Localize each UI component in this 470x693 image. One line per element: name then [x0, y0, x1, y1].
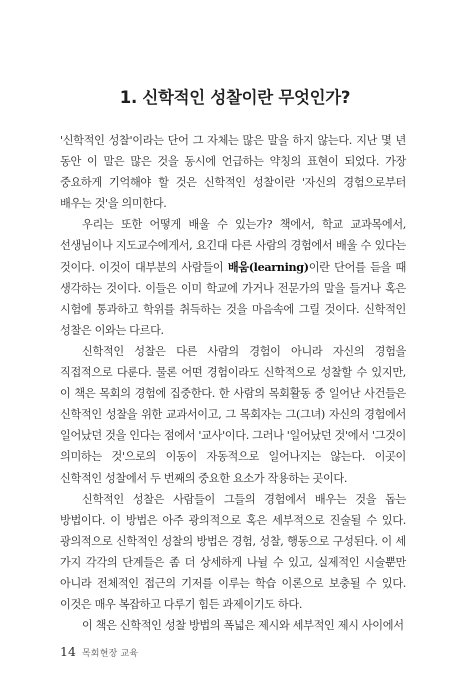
- emphasized-term: 배움(learning): [227, 259, 309, 274]
- body-text: [60, 130, 406, 636]
- paragraph-3: 신학적인 성찰은 다른 사람의 경험이 아니라 자신의 경험을 직접적으로 다룬다. 물론 어떤 경험이라도 신학적으로 성찰할 수 있지만, 이 책은 목회의 경험에 집중한다. 한 사람의 목회활동 중 일어난 사건들은 신학적인 성찰을 위한 교과서이고, 그 목회자는 그(그녀) 자신의 경험에서 일어났던 것을 인다는 점에서 '교사'이다. 그러나 '일어났던 것'에서 '그것이 의미하는 것'으로의 이동이 자동적으로 일어나지는 않는다. 이곳이 신학적인 성찰에서 두 번째의 중요한 요소가 작용하는 곳이다.: [60, 344, 406, 485]
- page-number: 14: [60, 644, 76, 659]
- paragraph-2-before: 우리는 또한 어떻게 배울 수 있는가? 책에서, 학교 교과목에서, 선생님이나 지도교수에게서, 요긴대 다른 사람의 경험에서 배울 수 있다는 것이다. 이것이 대부분의 사람들이: [60, 218, 406, 274]
- chapter-title: 1. 신학적인 성찰이란 무엇인가?: [119, 88, 351, 107]
- paragraph-2: [60, 214, 406, 341]
- paragraph-1: '신학적인 성찰'이라는 단어 그 자체는 많은 말을 하지 않는다. 지난 몇 년 동안 이 말은 많은 것을 동시에 언급하는 약칭의 표현이 되었다. 가장 중요하게 기억해야 할 것은 신학적인 성찰이란 '자신의 경험으로부터 배우는 것'을 의미한다.: [60, 134, 406, 211]
- page-footer: [60, 644, 138, 659]
- book-title: 목회현장 교육: [81, 649, 139, 659]
- paragraph-5: 이 책은 신학적인 성찰 방법의 폭넓은 제시와 세부적인 제시 사이에서: [82, 619, 404, 633]
- paragraph-2-after: 이란 단어를 듣을 때 생각하는 것이다. 이들은 이미 학교에 가거나 전문가의 말을 들거나 혹은 시험에 통과하고 학위를 취득하는 것을 마음속에 그릴 것이다. 신학적인 성찰은 이와는 다르다.: [60, 260, 407, 337]
- paragraph-4: 신학적인 성찰은 사람들이 그들의 경험에서 배우는 것을 돕는 방법이다. 이 방법은 아주 광의적으로 혹은 세부적으로 진술될 수 있다. 광의적으로 신학적인 성찰의 방법은 경험, 성찰, 행동으로 구성된다. 이 세 가지 각각의 단계들은 좀 더 상세하게 나뉠 수 있고, 실제적인 시술뿐만 아니라 전체적인 접근의 기저를 이루는 학습 이론으로 보충될 수 있다. 이것은 매우 복잡하고 다루기 힘든 과제이기도 하다.: [60, 492, 406, 612]
